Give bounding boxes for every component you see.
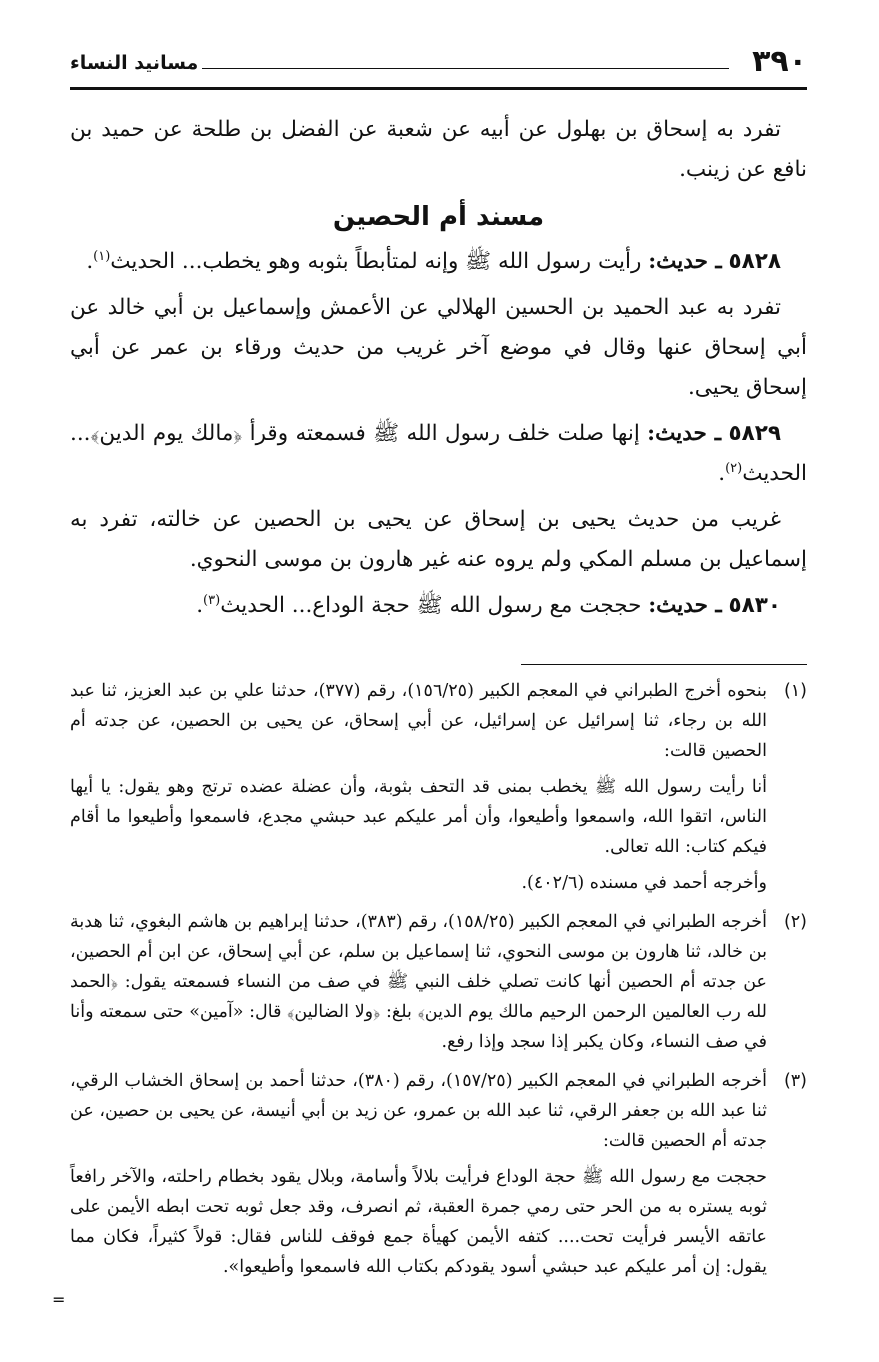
hadith-number: ٥٨٢٩: [728, 421, 781, 446]
footnote-1: [70, 676, 807, 904]
footnotes: [70, 676, 807, 1291]
hadith-number: ٥٨٢٨: [728, 249, 781, 274]
hadith-text: حججت مع رسول الله ﷺ حجة الوداع... الحديث: [220, 593, 642, 618]
paragraph-2: تفرد به عبد الحميد بن الحسين الهلالي عن الأعمش وإسماعيل بن أبي خالد عن أبي إسحاق عنها وقال في موضع آخر غريب من حديث ورقاء بن عمر عن أبي إسحاق يحيى.: [70, 295, 807, 400]
footnote-paragraph: وأخرجه أحمد في مسنده (٤٠٢/٦).: [521, 873, 767, 893]
footnote-separator: [521, 664, 807, 665]
hadith-5829: [70, 414, 807, 494]
footnote-paragraph: أنا رأيت رسول الله ﷺ يخطب بمنى قد التحف بثوبة، وأن عضلة عضده ترتج وهو يقول: يا أيها الناس، اتقوا الله، واسمعوا وأطيعوا، وأن أمر عليكم عبد حبشي مجدع، فاسمعوا وأطيعوا ما أقام فيكم كتاب: الله تعالى.: [70, 777, 767, 857]
margin-mark: =: [52, 1290, 66, 1309]
footnote-3: [70, 1066, 807, 1288]
hadith-text: إنها صلت خلف رسول الله ﷺ فسمعته وقرأ ﴿مالك يوم الدين﴾... الحديث: [70, 421, 807, 486]
footnote-ref: (٢): [725, 460, 743, 476]
footnote-paragraph: بنحوه أخرج الطبراني في المعجم الكبير (١٥٦/٢٥)، رقم (٣٧٧)، حدثنا علي بن عبد العزيز، ثنا عبد الله بن رجاء، ثنا إسرائيل عن إسرائيل، عن أبي إسحاق، عن يحيى بن الحصين، عن جدته أم الحصين قالت:: [70, 681, 767, 761]
hadith-label: ـ حديث:: [648, 593, 722, 618]
hadith-label: ـ حديث:: [647, 421, 722, 446]
footnote-ref: (٣): [203, 592, 221, 608]
section-title: مسند أم الحصين: [332, 202, 545, 232]
hadith-5830: [70, 586, 807, 626]
hadith-label: ـ حديث:: [648, 249, 722, 274]
header-dash-line: [202, 68, 729, 69]
hadith-end: .: [718, 461, 726, 486]
footnote-body: [70, 676, 767, 904]
header-rule: [70, 87, 807, 90]
footnote-2: [70, 907, 807, 1063]
paragraph-3: غريب من حديث يحيى بن إسحاق عن يحيى بن الحصين عن خالته، تفرد به إسماعيل بن مسلم المكي ولم يروه عنه غير هارون بن موسى النحوي.: [70, 507, 807, 572]
footnote-body: [70, 907, 767, 1063]
footnote-body: [70, 1066, 767, 1288]
footnote-paragraph: أخرجه الطبراني في المعجم الكبير (١٥٧/٢٥)، رقم (٣٨٠)، حدثنا أحمد بن إسحاق الخشاب الرقي، ثنا عبد الله بن جعفر الرقي، ثنا عبد الله بن عمرو، عن زيد بن أبي أنيسة، عن يحيى بن حصين، عن جدته أم الحصين قالت:: [70, 1071, 767, 1151]
footnote-paragraph: حججت مع رسول الله ﷺ حجة الوداع فرأيت بلالاً وأسامة، وبلال يقود بخطام راحلته، والآخر رافعاً ثوبه يستره به من الحر حتى رمي جمرة العقبة، ثم انصرف، وقد جعل ثوبه تحت ابطه الأيمن على عاتقه الأيسر فرأيت تحت.... كتفه الأيمن كهيأة جمع فوقف للناس فقال: قولاً كثيراً، فكان مما يقول: إن أمر عليكم عبد حبشي أسود يقودكم بكتاب الله فاسمعوا وأطيعوا».: [70, 1167, 767, 1277]
main-text: [70, 110, 807, 632]
footnote-marker: (١): [783, 681, 807, 701]
hadith-end: .: [86, 249, 94, 274]
footnote-ref: (١): [93, 248, 111, 264]
running-title: مسانيد النساء: [70, 52, 199, 74]
footnote-marker: (٢): [783, 912, 807, 932]
page-header: [70, 40, 807, 88]
footnote-marker: (٣): [783, 1071, 807, 1091]
hadith-end: .: [196, 593, 204, 618]
hadith-text: رأيت رسول الله ﷺ وإنه لمتأبطاً بثوبه وهو يخطب... الحديث: [110, 249, 642, 274]
page-number: ٣٩٠: [752, 44, 807, 79]
hadith-number: ٥٨٣٠: [728, 593, 781, 618]
footnote-paragraph: أخرجه الطبراني في المعجم الكبير (١٥٨/٢٥)، رقم (٣٨٣)، حدثنا إبراهيم بن هاشم البغوي، ثنا هدبة بن خالد، ثنا هارون بن موسى النحوي، ثنا إسماعيل بن سلم، عن أبي إسحاق، عن ابن أم الحصين، عن جدته أم الحصين أنها كانت تصلي خلف النبي ﷺ في صف من النساء فسمعته يقول: ﴿الحمد لله رب العالمين الرحمن الرحيم مالك يوم الدين﴾ بلغ: ﴿ولا الضالين﴾ قال: «آمين» حتى سمعته وأنا في صف النساء، وكان يكبر إذا سجد وإذا رفع.: [70, 912, 767, 1052]
hadith-5828: [70, 242, 807, 282]
paragraph-1: تفرد به إسحاق بن بهلول عن أبيه عن شعبة عن الفضل بن طلحة عن حميد بن نافع عن زينب.: [70, 117, 807, 182]
